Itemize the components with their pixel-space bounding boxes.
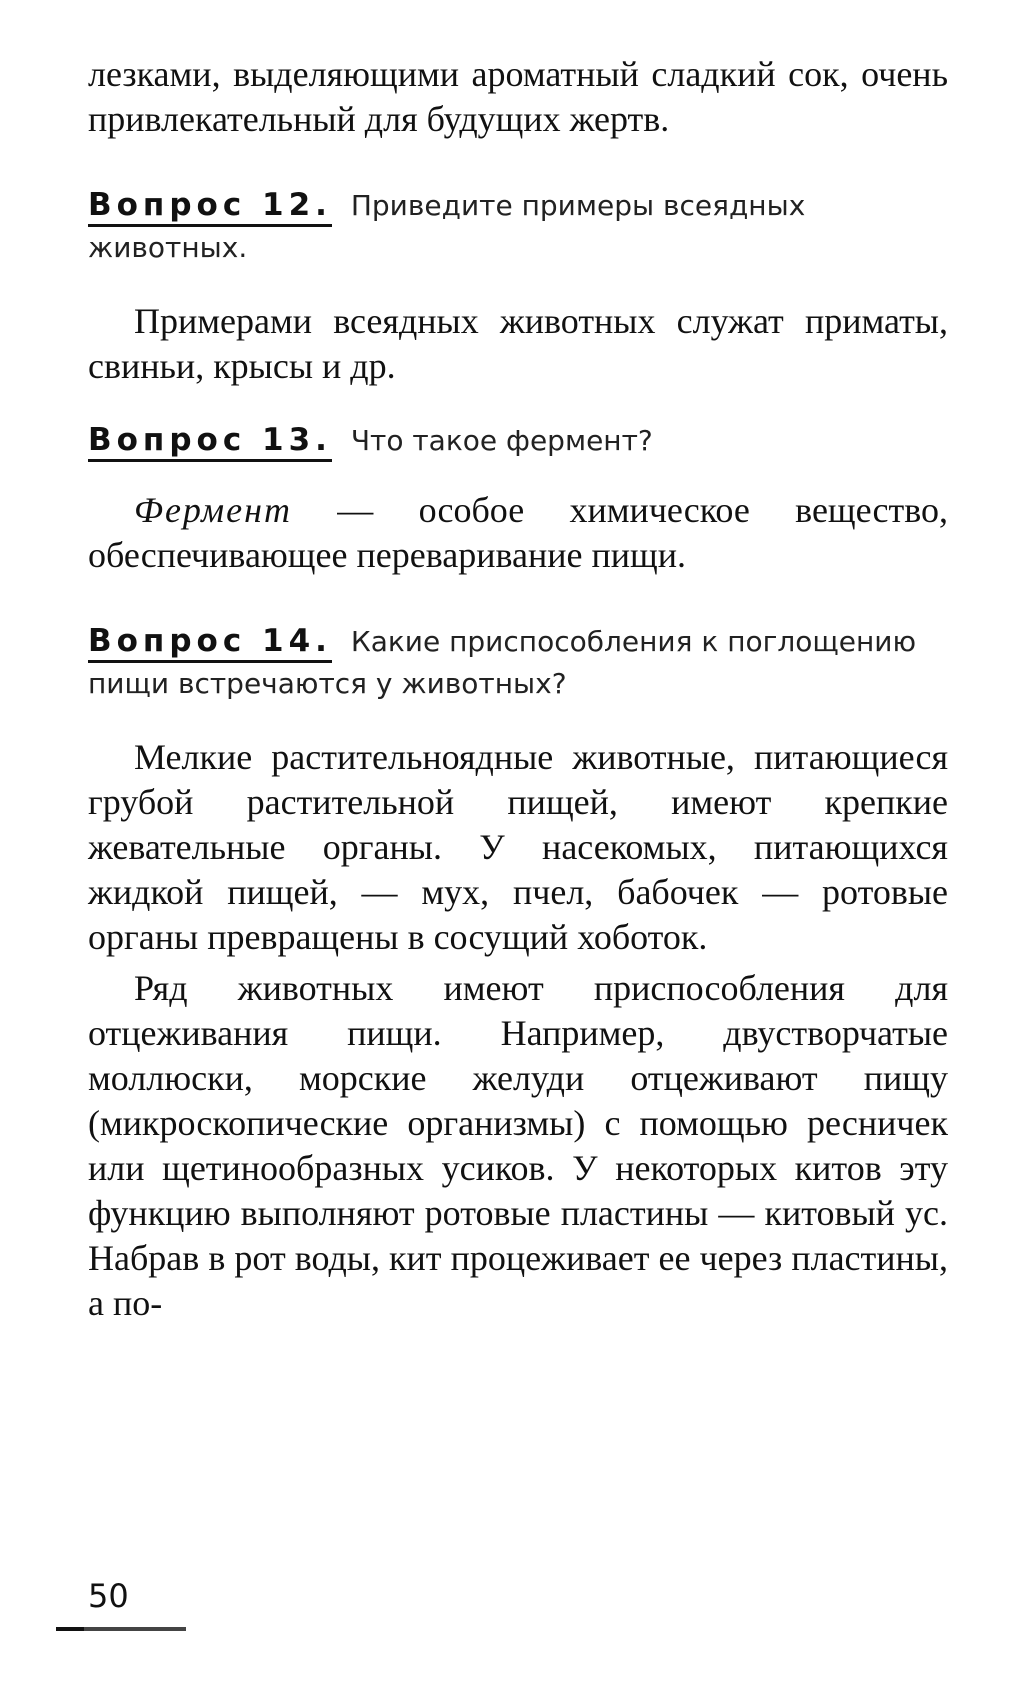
question-12-text: Приведите примеры всеядных животных. bbox=[88, 189, 806, 264]
question-13-text: Что такое фермент? bbox=[350, 424, 653, 457]
question-14-text: Какие приспособления к поглощению пищи встречаются у животных? bbox=[88, 625, 917, 700]
answer-12: Примерами всеядных животных служат приматы, свиньи, крысы и др. bbox=[88, 301, 948, 386]
answer-13-definition: — особое химическое вещество, обеспечивающее переваривание пищи. bbox=[88, 490, 948, 575]
question-13 bbox=[88, 419, 948, 462]
question-12 bbox=[88, 184, 948, 269]
question-12-label: Вопрос 12. bbox=[88, 187, 332, 227]
page-number: 50 bbox=[88, 1577, 129, 1615]
answer-13-term: Фермент bbox=[134, 490, 292, 530]
answer-14-paragraph-2: Ряд животных имеют приспособления для отцеживания пищи. Например, двустворчатые моллюски, морские желуди отцеживают пищу (микроскопические организмы) с помощью ресничек или щетинообразных усиков. У некоторых китов эту функцию выполняют ротовые пластины — китовый ус. Набрав в рот воды, кит процеживает ее через пластины, а по- bbox=[88, 968, 948, 1323]
answer-13 bbox=[88, 488, 948, 578]
page-number-rule bbox=[56, 1627, 186, 1631]
page-content bbox=[88, 52, 948, 1326]
answer-14-paragraph-1: Мелкие растительноядные животные, питающиеся грубой растительной пищей, имеют крепкие жевательные органы. У насекомых, питающихся жидкой пищей, — мух, пчел, бабочек — ротовые органы превращены в сосущий хоботок. bbox=[88, 737, 948, 957]
question-14-label: Вопрос 14. bbox=[88, 623, 332, 663]
intro-paragraph: лезками, выделяющими ароматный сладкий сок, очень привлекательный для будущих жертв. bbox=[88, 54, 948, 139]
question-13-label: Вопрос 13. bbox=[88, 422, 332, 462]
question-14 bbox=[88, 620, 948, 705]
